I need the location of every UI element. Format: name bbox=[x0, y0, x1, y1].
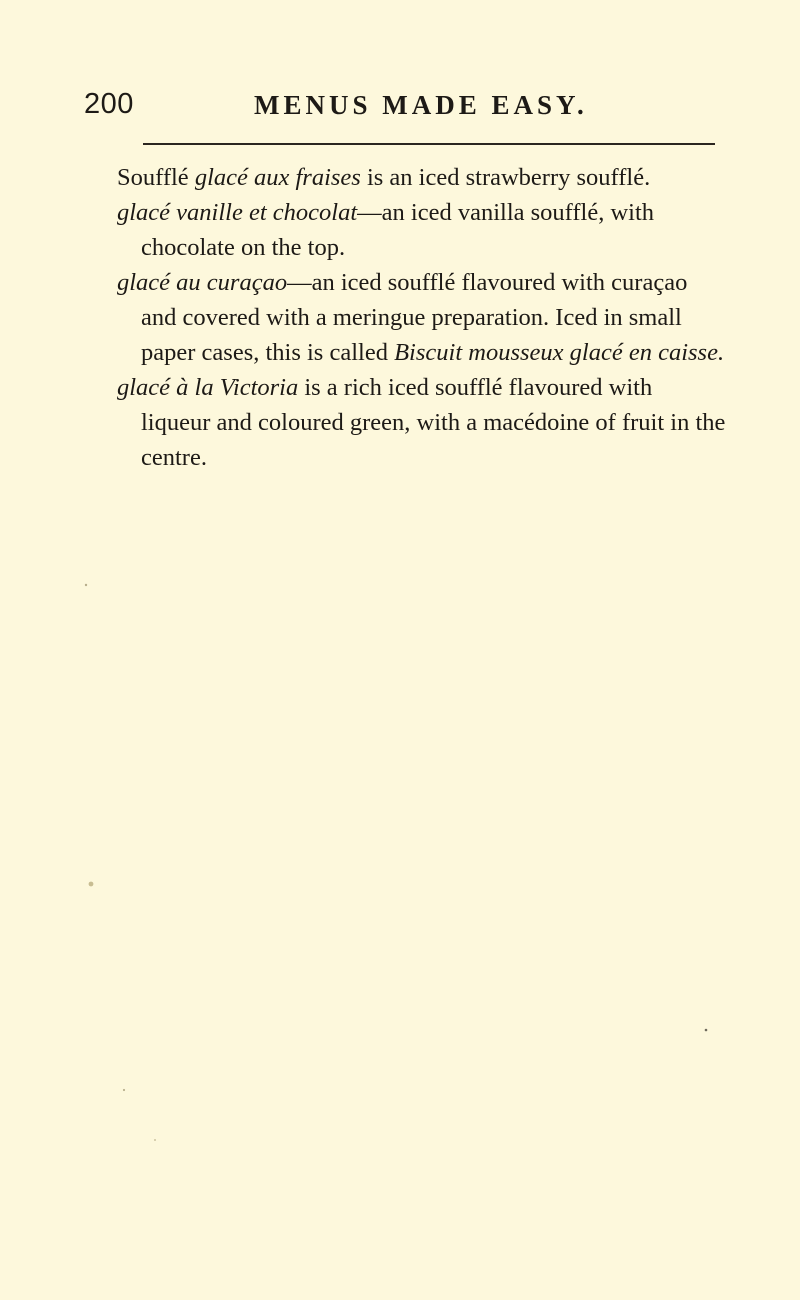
entry-segment: Biscuit mousseux glacé en caisse. bbox=[394, 339, 725, 366]
entry-glace-vanille-et-chocolat bbox=[117, 195, 727, 265]
entry-segment: glacé vanille et chocolat bbox=[117, 199, 358, 226]
paper-speck bbox=[123, 1089, 125, 1091]
entry-segment: is an iced strawberry soufflé. bbox=[360, 164, 651, 191]
entry-segment: glacé au curaçao bbox=[117, 269, 288, 296]
entry-segment: is a rich iced soufflé flavoured with liqueur and coloured green, with a macédoine of fruit in the centre. bbox=[141, 374, 726, 471]
page-number: 200 bbox=[84, 88, 134, 120]
entry-segment: Soufflé bbox=[117, 164, 195, 191]
running-head bbox=[84, 88, 724, 128]
paper-speck bbox=[89, 882, 94, 887]
entry-souffle-glace-aux-fraises bbox=[117, 160, 727, 195]
paper-speck bbox=[85, 584, 87, 586]
body-text bbox=[117, 160, 727, 475]
entry-segment: glacé aux fraises bbox=[194, 164, 361, 191]
header-rule bbox=[143, 143, 715, 145]
paper-speck bbox=[154, 1139, 156, 1141]
entry-segment: —an iced soufflé flavoured with curaçao and covered with a meringue preparation. Iced in small paper cases, this is called bbox=[141, 269, 688, 366]
entry-segment: —an iced vanilla soufflé, with chocolate on the top. bbox=[141, 199, 655, 261]
entry-glace-au-curacao bbox=[117, 265, 727, 370]
entry-segment: glacé à la Victoria bbox=[117, 374, 299, 401]
running-title: MENUS MADE EASY. bbox=[254, 90, 588, 120]
paper-speck bbox=[705, 1029, 708, 1032]
entry-glace-a-la-victoria bbox=[117, 370, 727, 475]
